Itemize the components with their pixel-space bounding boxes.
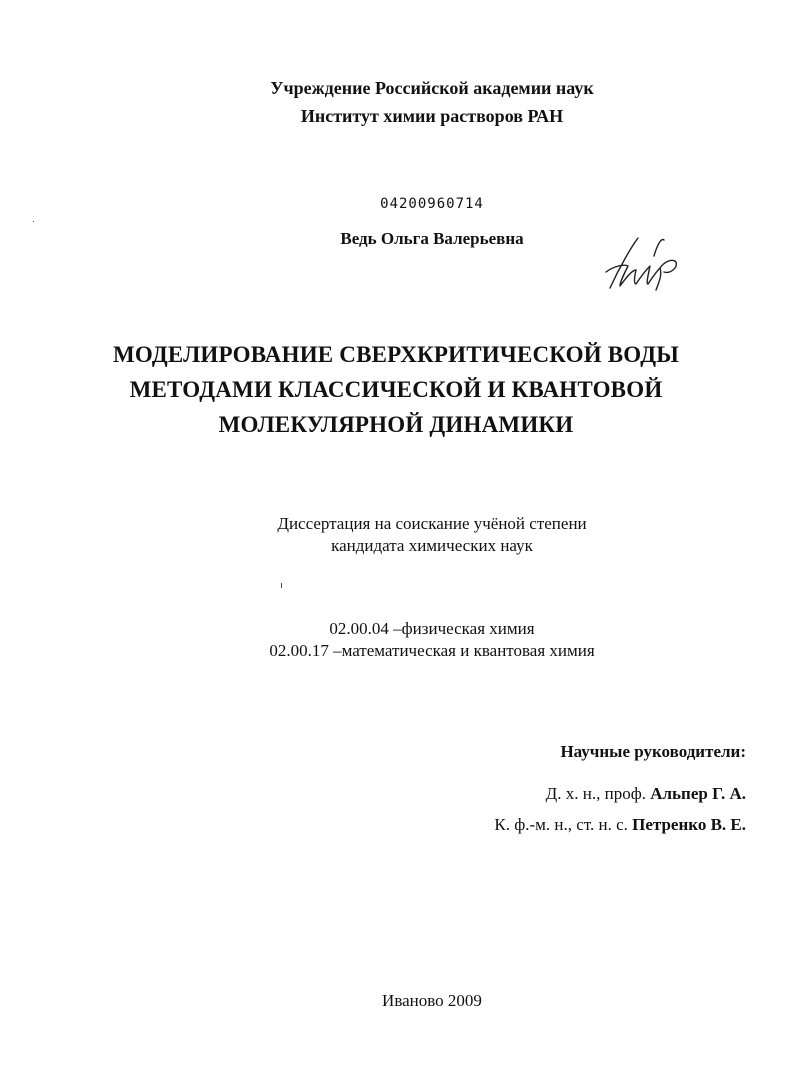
title-line-3: МОЛЕКУЛЯРНОЙ ДИНАМИКИ xyxy=(218,412,574,437)
institution-line-2: Институт химии растворов РАН xyxy=(300,106,564,126)
degree-line-1: Диссертация на соискание учёной степени xyxy=(277,514,587,533)
title-line-2: МЕТОДАМИ КЛАССИЧЕСКОЙ И КВАНТОВОЙ xyxy=(129,377,663,402)
specialty-quantum-chemistry: 02.00.17 –математическая и квантовая химия xyxy=(269,641,595,660)
advisor-2-name: Петренко В. Е. xyxy=(632,815,746,834)
advisors-heading: Научные руководители: xyxy=(560,742,746,761)
title-line-1: МОДЕЛИРОВАНИЕ СВЕРХКРИТИЧЕСКОЙ ВОДЫ xyxy=(112,342,680,367)
scan-speck xyxy=(33,221,34,222)
institution-line-1: Учреждение Российской академии наук xyxy=(270,78,594,98)
advisor-1-credentials: Д. х. н., проф. xyxy=(545,784,651,803)
registration-number: 04200960714 xyxy=(380,196,484,212)
degree-line-2: кандидата химических наук xyxy=(331,536,533,555)
advisor-1-name: Альпер Г. А. xyxy=(650,784,746,803)
specialty-physical-chemistry: 02.00.04 –физическая химия xyxy=(329,619,535,638)
advisor-2 xyxy=(494,815,746,835)
advisor-1 xyxy=(546,784,746,804)
scan-speck xyxy=(281,583,282,588)
city-year: Иваново 2009 xyxy=(382,991,482,1010)
author-name: Ведь Ольга Валерьевна xyxy=(340,229,524,248)
author-signature-icon xyxy=(598,232,690,298)
advisor-2-credentials: К. ф.-м. н., ст. н. с. xyxy=(494,815,633,834)
